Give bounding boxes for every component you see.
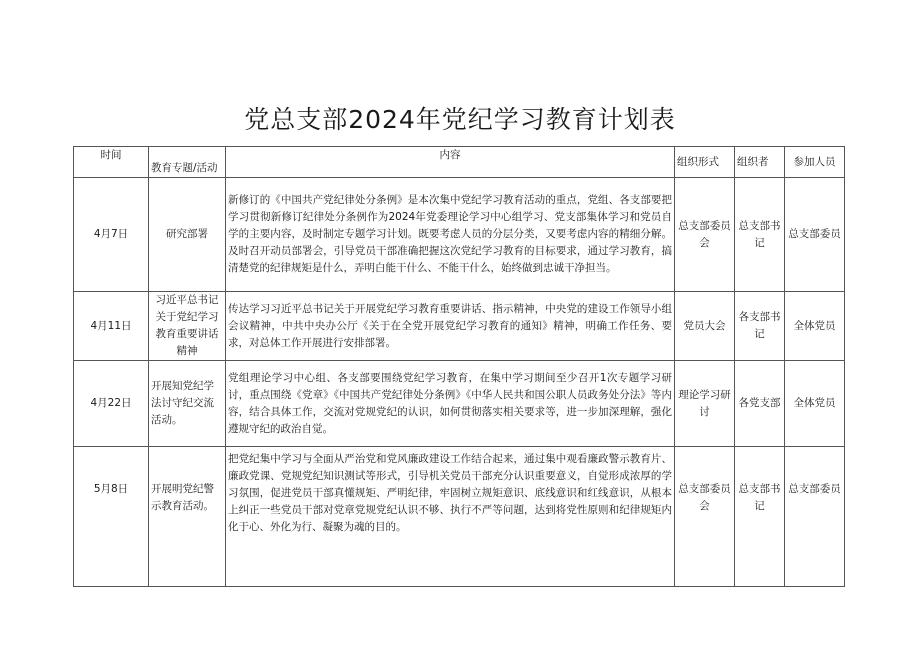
cell-topic: 开展明党纪警示教育活动。 bbox=[149, 447, 226, 587]
cell-date: 4月7日 bbox=[74, 178, 149, 292]
header-form: 组织形式 bbox=[675, 147, 735, 178]
cell-date: 5月8日 bbox=[74, 447, 149, 587]
header-participants: 参加人员 bbox=[785, 147, 845, 178]
cell-form: 总支部委员会 bbox=[675, 178, 735, 292]
cell-form: 总支部委员会 bbox=[675, 447, 735, 587]
cell-organizer: 总支部书记 bbox=[735, 178, 785, 292]
cell-participants: 总支部委员 bbox=[785, 178, 845, 292]
table-row bbox=[74, 292, 845, 361]
cell-content: 党组理论学习中心组、各支部要围绕党纪学习教育，在集中学习期间至少召开1次专题学习研讨，重点围绕《党章》《中国共产党纪律处分条例》《中华人民共和国公职人员政务处分法》等内容，结合具体工作，交流对党规党纪的认识，如何贯彻落实相关要求等，进一步加深理解，强化遵规守纪的政治自觉。 bbox=[226, 361, 675, 447]
page-title: 党总支部2024年党纪学习教育计划表 bbox=[244, 105, 676, 134]
cell-content: 把党纪集中学习与全面从严治党和党风廉政建设工作结合起来，通过集中观看廉政警示教育片、廉政党课、党规党纪知识测试等形式，引导机关党员干部充分认识重要意义，自觉形成浓厚的学习氛围，促进党员干部真懂规矩、严明纪律，牢固树立规矩意识、底线意识和红线意识，从根本上纠正一些党员干部对党章党规党纪认识不够、执行不严等问题，达到将党性原则和纪律规矩内化于心、外化为行、凝聚为魂的目的。 bbox=[226, 447, 675, 587]
cell-topic: 习近平总书记关于党纪学习教育重要讲话精神 bbox=[149, 292, 226, 361]
table-row bbox=[74, 178, 845, 292]
cell-date: 4月22日 bbox=[74, 361, 149, 447]
plan-table bbox=[73, 146, 845, 587]
cell-form: 党员大会 bbox=[675, 292, 735, 361]
header-topic: 教育专题/活动 bbox=[149, 147, 226, 178]
table-header-row bbox=[74, 147, 845, 178]
cell-organizer: 各党支部 bbox=[735, 361, 785, 447]
cell-content: 传达学习习近平总书记关于开展党纪学习教育重要讲话、指示精神，中央党的建设工作领导小组会议精神，中共中央办公厅《关于在全党开展党纪学习教育的通知》精神，明确工作任务、要求，对总体工作开展进行安排部署。 bbox=[226, 292, 675, 361]
cell-participants: 总支部委员 bbox=[785, 447, 845, 587]
table-row bbox=[74, 361, 845, 447]
header-time: 时间 bbox=[74, 147, 149, 178]
header-organizer: 组织者 bbox=[735, 147, 785, 178]
cell-participants: 全体党员 bbox=[785, 361, 845, 447]
cell-organizer: 各支部书记 bbox=[735, 292, 785, 361]
cell-topic: 开展知党纪学法讨守纪交流活动。 bbox=[149, 361, 226, 447]
cell-participants: 全体党员 bbox=[785, 292, 845, 361]
cell-organizer: 总支部书记 bbox=[735, 447, 785, 587]
cell-date: 4月11日 bbox=[74, 292, 149, 361]
cell-content: 新修订的《中国共产党纪律处分条例》是本次集中党纪学习教育活动的重点，党组、各支部要把学习贯彻新修订纪律处分条例作为2024年党委理论学习中心组学习、党支部集体学习和党员自学的主要内容，及时制定专题学习计划。既要考虑人员的分层分类，又要考虑内容的精细分解。及时召开动员部署会，引导党员干部准确把握这次党纪学习教育的目标要求，通过学习教育，搞清楚党的纪律规矩是什么，弄明白能干什么、不能干什么，始终做到忠诚干净担当。 bbox=[226, 178, 675, 292]
table-row bbox=[74, 447, 845, 587]
cell-form: 理论学习研讨 bbox=[675, 361, 735, 447]
cell-topic: 研究部署 bbox=[149, 178, 226, 292]
header-content: 内容 bbox=[226, 147, 675, 178]
